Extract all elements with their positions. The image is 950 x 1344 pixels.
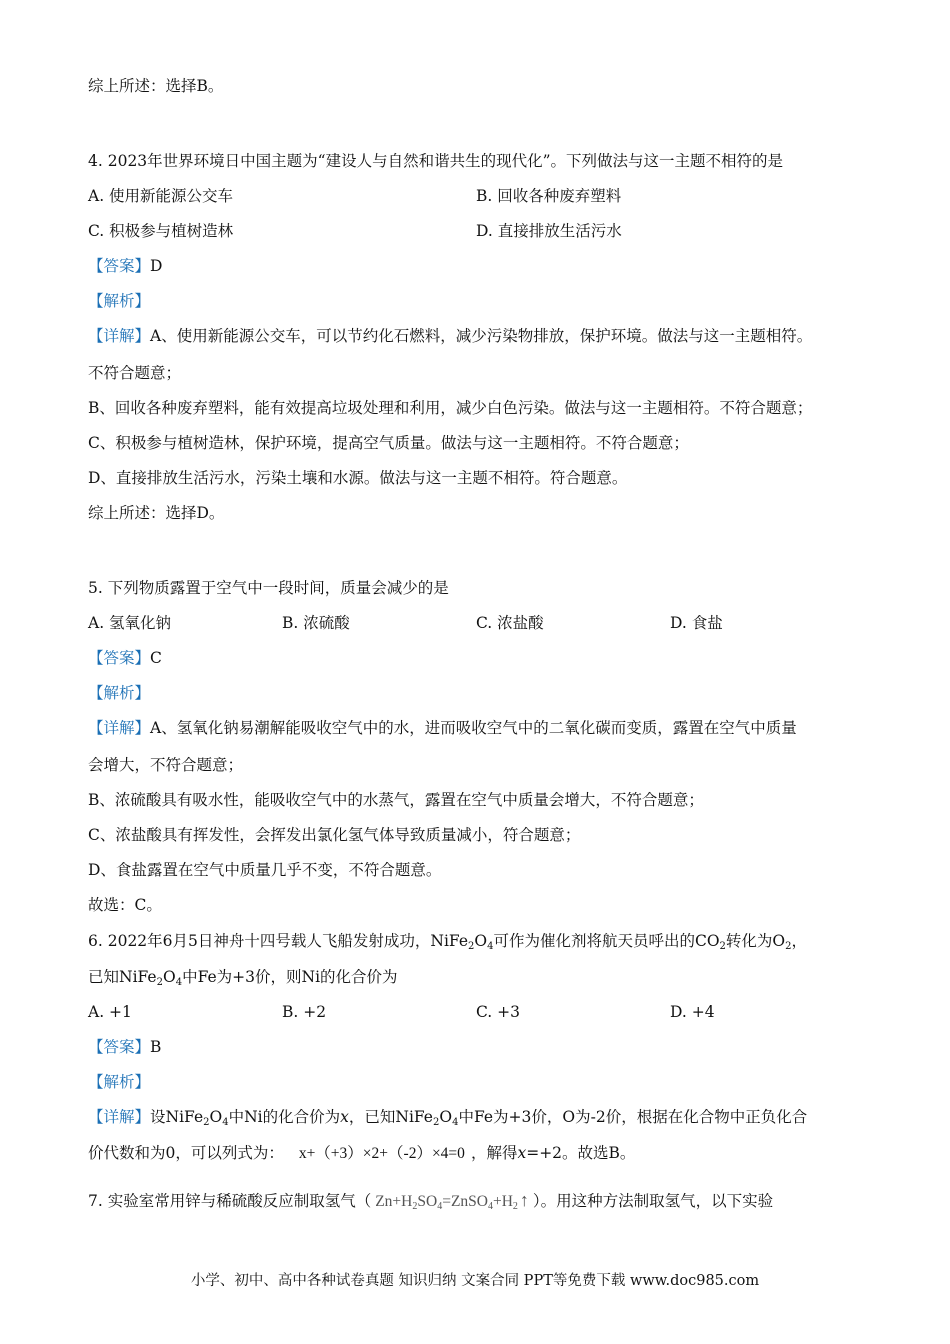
detail-text: 价代数和为0，可以列式为：: [88, 1144, 284, 1162]
q4-analysis-tag: 【解析】: [88, 292, 151, 310]
variable-x: x: [340, 1108, 349, 1126]
detail-text: ，已知NiFe: [348, 1108, 433, 1126]
q4-detail-a-cont: 不符合题意；: [88, 364, 182, 382]
footer-text: 小学、初中、高中各种试卷真题 知识归纳 文案合同 PPT等免费下载 www.doc985.com: [190, 1273, 760, 1289]
q6-option-c: C. +3: [476, 1003, 521, 1021]
eq-part: Zn+H: [375, 1193, 413, 1210]
answer-tag: 【答案】: [88, 1038, 151, 1056]
stem-text: 可作为催化剂将航天员呼出的CO: [493, 932, 720, 950]
subscript: 2: [785, 941, 792, 952]
q4-answer: [88, 256, 162, 276]
stem-text: ）。用这种方法制取氢气，以下实验: [532, 1192, 774, 1210]
q5-option-a: A. 氢氧化钠: [88, 614, 172, 632]
subscript: 4: [487, 941, 494, 952]
reaction-equation: [375, 1190, 529, 1212]
stem-text: 7. 实验室常用锌与稀硫酸反应制取氢气（: [88, 1192, 372, 1210]
subscript: 2: [203, 1117, 210, 1128]
subscript: 2: [432, 1117, 440, 1128]
answer-value: D: [150, 257, 163, 275]
subscript: 2: [512, 1201, 518, 1212]
q6-option-a: A. +1: [88, 1003, 132, 1021]
subscript: 2: [156, 977, 163, 988]
q4-option-a: A. 使用新能源公交车: [88, 187, 234, 205]
eq-part: SO: [417, 1193, 438, 1210]
q5-option-d: D. 食盐: [670, 614, 723, 632]
q5-option-b: B. 浓硫酸: [282, 614, 350, 632]
summary-text: 综上所述：选择B。: [88, 77, 224, 95]
variable-x: x: [517, 1144, 527, 1162]
q5-detail-c: C、浓盐酸具有挥发性，会挥发出氯化氢气体导致质量减小，符合题意；: [88, 826, 581, 844]
q4-option-b: B. 回收各种废弃塑料: [476, 187, 622, 205]
question-6-stem-cont: [88, 967, 398, 993]
answer-tag: 【答案】: [88, 649, 151, 667]
q4-option-d: D. 直接排放生活污水: [476, 222, 622, 240]
subscript: 4: [487, 1201, 493, 1212]
stem-text: O: [162, 968, 176, 986]
subscript: 2: [468, 941, 475, 952]
detail-text: A、使用新能源公交车，可以节约化石燃料，减少污染物排放，保护环境。做法与这一主题相符。: [150, 327, 813, 345]
stem-text: 转化为O: [725, 932, 786, 950]
up-arrow-icon: ↑: [519, 1190, 529, 1210]
stem-text: ，: [791, 932, 808, 950]
detail-text: 中Ni的化合价为: [228, 1108, 341, 1126]
q5-option-c: C. 浓盐酸: [476, 614, 544, 632]
q5-detail-a: [88, 718, 797, 738]
q6-analysis-tag: 【解析】: [88, 1073, 151, 1091]
detail-tag: 【详解】: [88, 1108, 151, 1126]
eq-part: =ZnSO: [442, 1193, 488, 1210]
q6-answer: [88, 1037, 161, 1057]
equation: x+（+3）×2+（-2）×4=0: [298, 1145, 465, 1162]
detail-text: 中Fe为+3价，O为-2价，根据在化合物中正负化合: [458, 1108, 808, 1126]
stem-text: 中Fe为+3价，则Ni的化合价为: [182, 968, 398, 986]
q4-detail-b: B、回收各种废弃塑料，能有效提高垃圾处理和利用，减少白色污染。做法与这一主题相符。不符合题意；: [88, 399, 813, 417]
subscript: 4: [222, 1117, 229, 1128]
detail-text: A、氢氧化钠易潮解能吸收空气中的水，进而吸收空气中的二氧化碳而变质，露置在空气中质量: [150, 719, 797, 737]
question-7-stem: [88, 1190, 773, 1217]
detail-text: =+2。故选B。: [526, 1144, 636, 1162]
q4-detail-a: [88, 326, 812, 346]
q4-detail-c: C、积极参与植树造林，保护环境，提高空气质量。做法与这一主题相符。不符合题意；: [88, 434, 689, 452]
q4-detail-d: D、直接排放生活污水，污染土壤和水源。做法与这一主题不相符。符合题意。: [88, 469, 628, 487]
subscript: 2: [412, 1201, 418, 1212]
eq-part: +H: [492, 1193, 513, 1210]
q5-answer: [88, 648, 162, 668]
q4-summary: 综上所述：选择D。: [88, 504, 225, 522]
subscript: 2: [719, 941, 726, 952]
answer-tag: 【答案】: [88, 257, 151, 275]
stem-text: 6. 2022年6月5日神舟十四号载人飞船发射成功，NiFe: [88, 932, 468, 950]
q5-summary: 故选：C。: [88, 896, 162, 914]
q5-analysis-tag: 【解析】: [88, 684, 151, 702]
q5-detail-d: D、食盐露置在空气中质量几乎不变，不符合题意。: [88, 861, 442, 879]
detail-text: ，解得: [470, 1144, 518, 1162]
subscript: 4: [437, 1201, 443, 1212]
subscript: 4: [175, 977, 183, 988]
stem-text: O: [474, 932, 488, 950]
q6-option-b: B. +2: [282, 1003, 327, 1021]
detail-text: O: [209, 1108, 223, 1126]
detail-tag: 【详解】: [88, 719, 151, 737]
q6-detail-1: [88, 1107, 807, 1133]
subscript: 4: [452, 1117, 459, 1128]
q4-option-c: C. 积极参与植树造林: [88, 222, 234, 240]
stem-text: 已知NiFe: [88, 968, 157, 986]
detail-text: 设NiFe: [150, 1108, 204, 1126]
detail-text: O: [439, 1108, 453, 1126]
q5-detail-b: B、浓硫酸具有吸水性，能吸收空气中的水蒸气，露置在空气中质量会增大，不符合题意；: [88, 791, 704, 809]
answer-value: C: [150, 649, 162, 667]
q5-detail-a-cont: 会增大，不符合题意；: [88, 756, 244, 774]
answer-value: B: [150, 1038, 162, 1056]
question-4-stem: 4. 2023年世界环境日中国主题为“建设人与自然和谐共生的现代化”。下列做法与这一主题不相符的是: [88, 152, 784, 170]
detail-tag: 【详解】: [88, 327, 151, 345]
question-5-stem: 5. 下列物质露置于空气中一段时间，质量会减少的是: [88, 579, 449, 597]
question-6-stem: [88, 931, 807, 957]
q6-detail-2: [88, 1143, 635, 1164]
q6-option-d: D. +4: [670, 1003, 715, 1021]
